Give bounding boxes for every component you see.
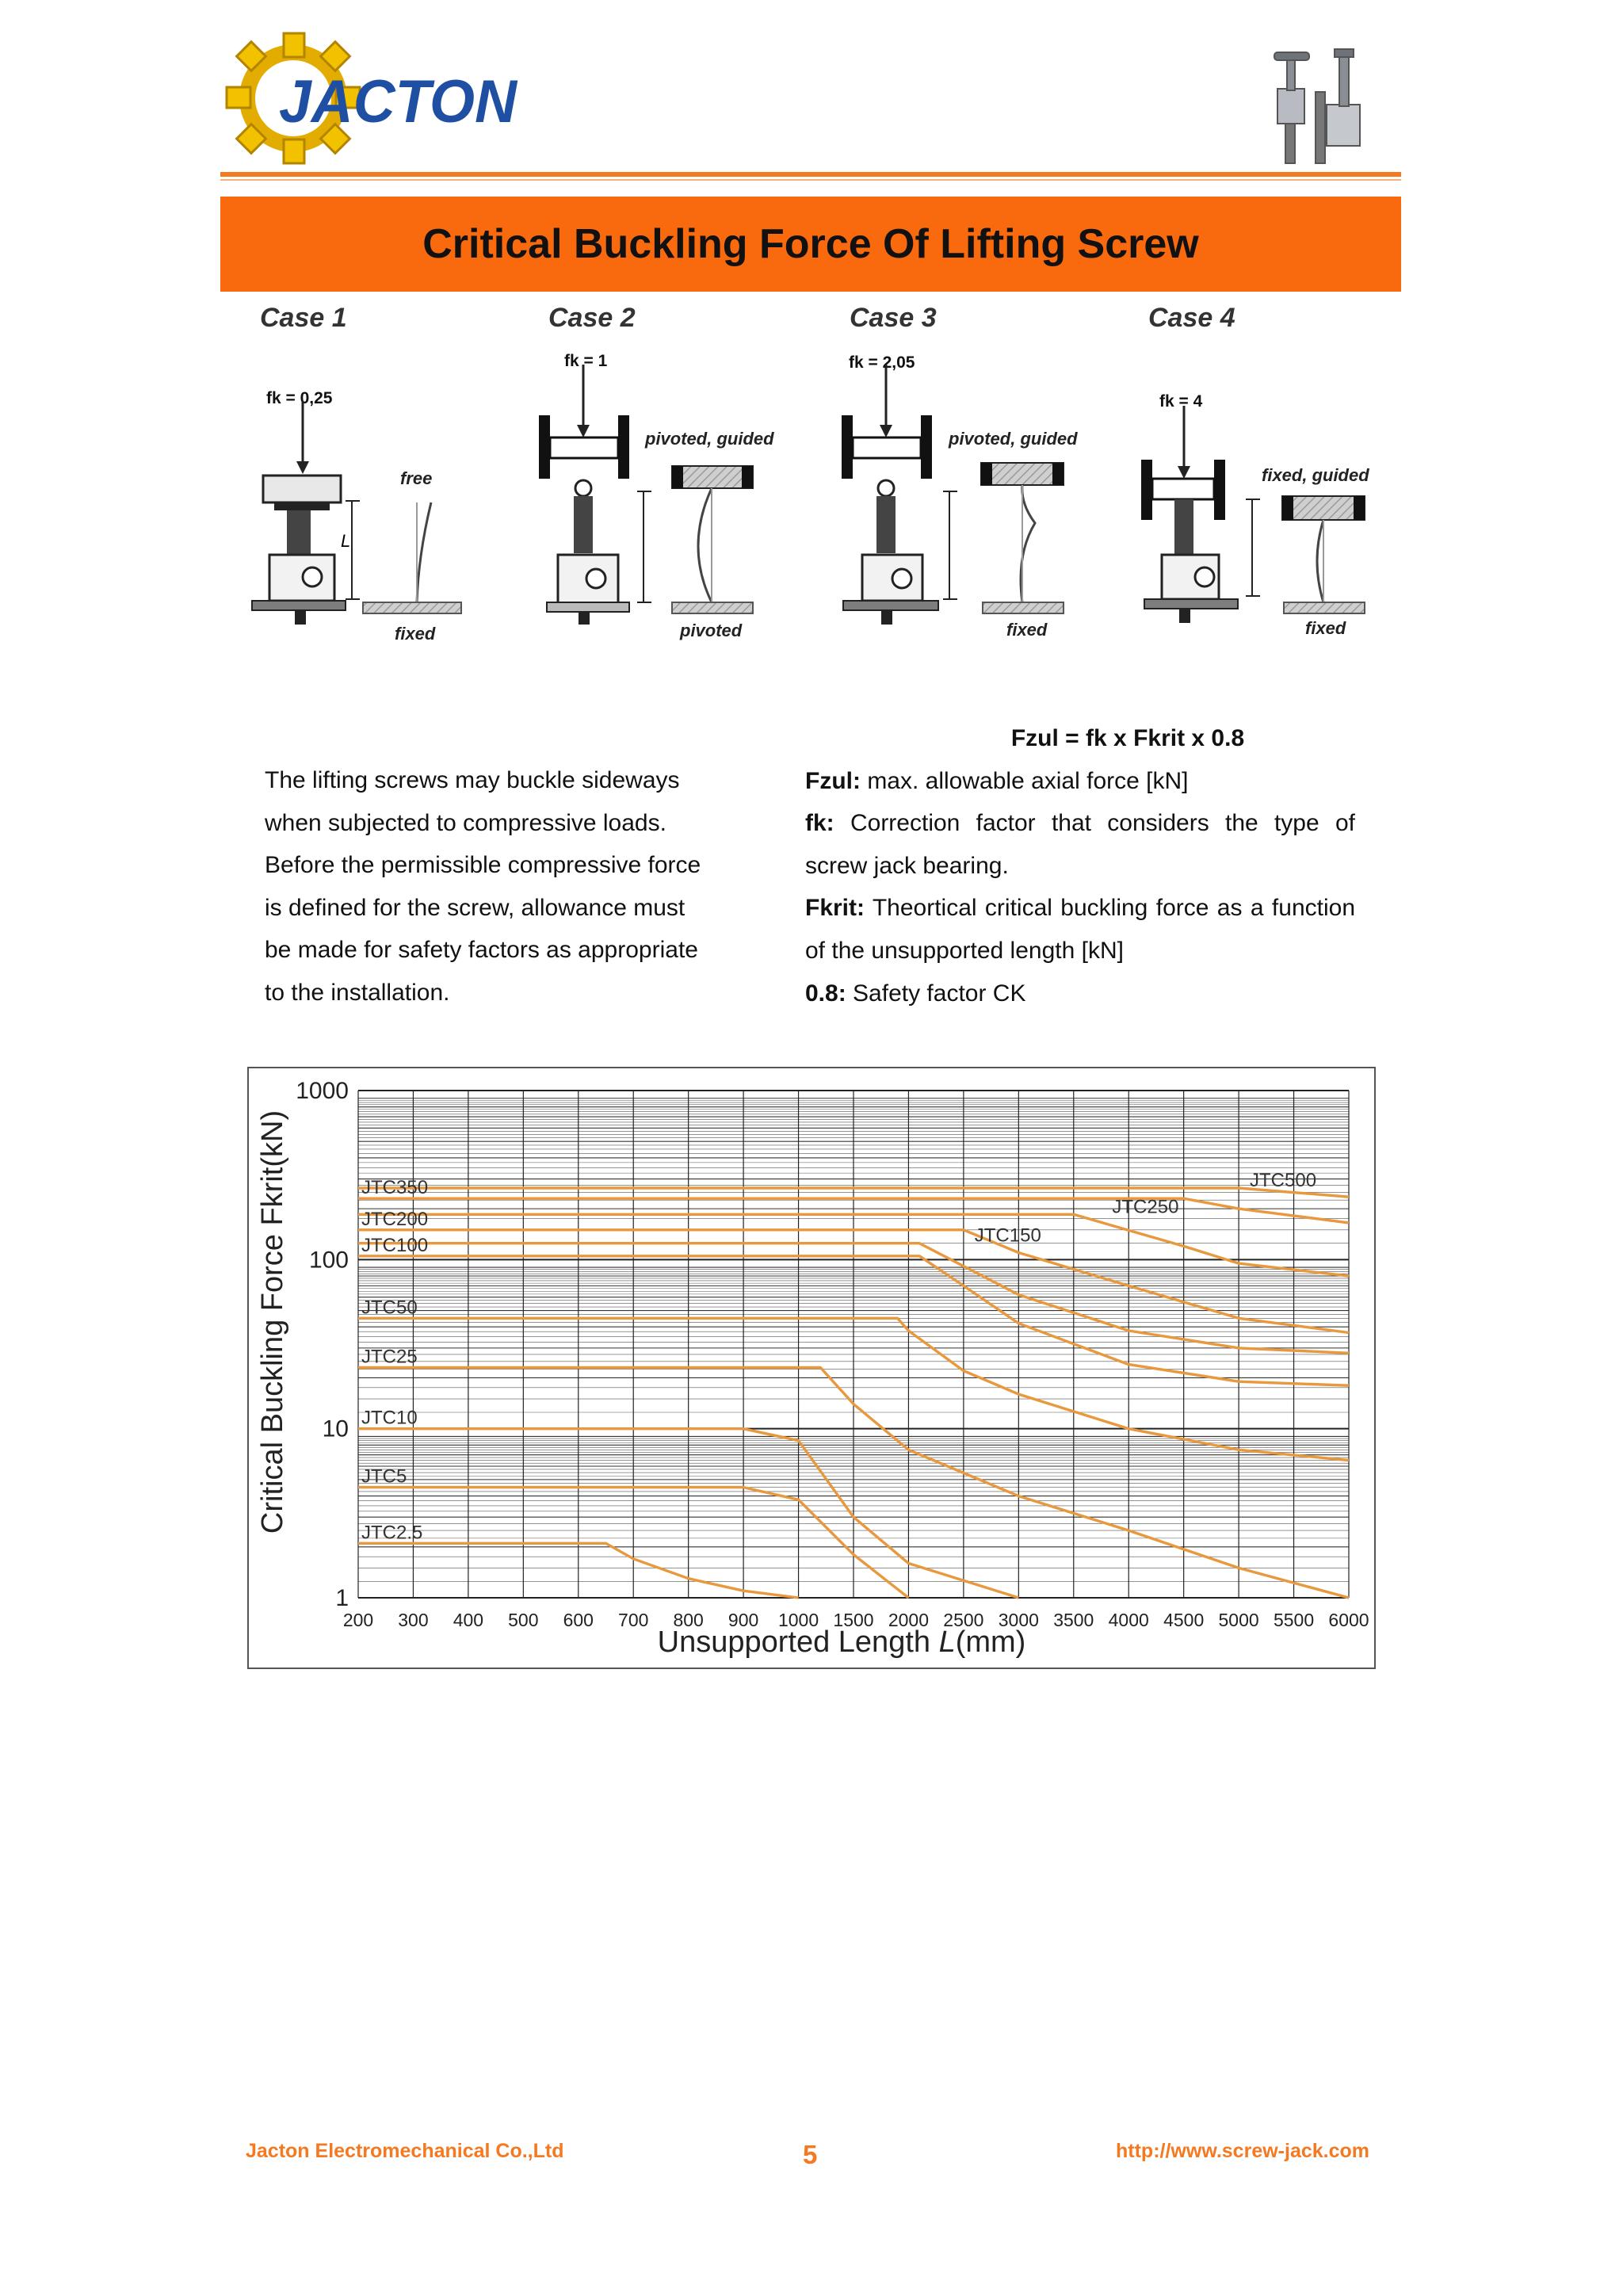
x-tick-label: 3000 <box>998 1610 1039 1630</box>
case-3-top-condition: pivoted, guided <box>949 429 1078 449</box>
page-title: Critical Buckling Force Of Lifting Screw <box>422 221 1199 267</box>
formula-term: 0.8: <box>805 980 846 1007</box>
case-2-drawing <box>539 365 753 625</box>
y-tick-label: 1 <box>335 1585 349 1611</box>
formula-term: Fzul: <box>805 767 861 794</box>
x-tick-label: 400 <box>453 1610 484 1630</box>
case-4-drawing <box>1141 406 1365 623</box>
case-3-drawing <box>842 365 1064 625</box>
header-rule-thin <box>220 179 1401 181</box>
x-tick-label: 300 <box>398 1610 429 1630</box>
formula-block <box>805 717 1355 1014</box>
logo-text: JACTON <box>279 68 519 136</box>
intro-line: The lifting screws may buckle sideways <box>265 767 680 793</box>
footer-url[interactable]: http://www.screw-jack.com <box>1116 2140 1369 2162</box>
y-axis-label: Critical Buckling Force Fkrit(kN) <box>256 1110 289 1534</box>
case-2-bottom-condition: pivoted <box>680 621 743 640</box>
series-label: JTC500 <box>1250 1170 1317 1192</box>
formula-desc: Correction factor that considers the type of screw jack bearing. <box>805 810 1355 879</box>
case-2-title: Case 2 <box>548 303 636 333</box>
case-1-bottom-condition: fixed <box>395 624 436 644</box>
buckling-chart <box>247 1067 1376 1669</box>
formula-desc: max. allowable axial force [kN] <box>860 767 1189 794</box>
case-2-top-condition: pivoted, guided <box>645 429 774 449</box>
formula-item-fk <box>805 802 1355 887</box>
series-label: JTC10 <box>361 1407 418 1429</box>
series-label: JTC200 <box>361 1208 429 1230</box>
y-tick-label: 10 <box>322 1415 349 1442</box>
intro-line: be made for safety factors as appropriate <box>265 937 698 964</box>
screw-jack-product-image <box>1258 44 1393 171</box>
case-1-drawing <box>252 401 461 625</box>
intro-line: to the installation. <box>265 979 450 1006</box>
x-tick-label: 2500 <box>943 1610 984 1630</box>
formula-item-safety <box>805 972 1355 1015</box>
x-tick-label: 700 <box>618 1610 649 1630</box>
series-label: JTC5 <box>361 1465 407 1488</box>
x-tick-label: 600 <box>563 1610 594 1630</box>
x-tick-label: 800 <box>673 1610 704 1630</box>
case-1-fk: fk = 0,25 <box>266 389 333 407</box>
y-tick-label: 1000 <box>296 1078 349 1104</box>
series-label: JTC2.5 <box>361 1522 423 1544</box>
case-4-fk: fk = 4 <box>1159 392 1203 411</box>
formula-desc: Safety factor CK <box>846 980 1026 1007</box>
x-tick-label: 4500 <box>1163 1610 1205 1630</box>
x-tick-label: 5000 <box>1218 1610 1259 1630</box>
x-tick-label: 200 <box>342 1610 374 1630</box>
formula-item-fzul <box>805 760 1355 803</box>
series-label: JTC250 <box>1112 1196 1179 1218</box>
case-1-title: Case 1 <box>260 303 347 333</box>
formula-title: Fzul = fk x Fkrit x 0.8 <box>1010 725 1245 751</box>
x-axis-label: Unsupported Length L(mm) <box>657 1626 1026 1659</box>
case-3-bottom-condition: fixed <box>1006 620 1048 640</box>
formula-desc: Theortical critical buckling force as a function of the unsupported length [kN] <box>805 895 1355 964</box>
buckling-chart-svg <box>249 1068 1374 1668</box>
case-1-length-mark: L <box>341 531 351 551</box>
x-tick-label: 5500 <box>1273 1610 1315 1630</box>
x-tick-label: 2000 <box>888 1610 930 1630</box>
x-tick-label: 1500 <box>833 1610 874 1630</box>
case-2-fk: fk = 1 <box>564 352 608 370</box>
series-label: JTC25 <box>361 1346 418 1368</box>
x-tick-label: 900 <box>727 1610 759 1630</box>
series-label: JTC50 <box>361 1297 418 1319</box>
x-tick-label: 1000 <box>777 1610 819 1630</box>
case-3-title: Case 3 <box>850 303 937 333</box>
series-label: JTC150 <box>974 1224 1041 1247</box>
series-label: JTC100 <box>361 1234 429 1256</box>
series-label: JTC350 <box>361 1177 429 1199</box>
title-bar <box>220 197 1401 292</box>
jacton-logo <box>223 29 525 168</box>
case-4-bottom-condition: fixed <box>1305 618 1346 638</box>
footer-company: Jacton Electromechanical Co.,Ltd <box>246 2140 564 2162</box>
chart-grid <box>358 1091 1349 1598</box>
case-3-fk: fk = 2,05 <box>849 353 915 372</box>
chart-labels <box>296 1078 1369 1630</box>
x-tick-label: 3500 <box>1053 1610 1094 1630</box>
formula-term: Fkrit: <box>805 895 865 922</box>
header-rule <box>220 172 1401 177</box>
case-1-top-condition: free <box>400 468 433 488</box>
intro-line: when subjected to compressive loads. <box>265 809 666 836</box>
intro-paragraph <box>265 759 756 1014</box>
x-tick-label: 500 <box>508 1610 539 1630</box>
intro-line: Before the permissible compressive force <box>265 852 701 879</box>
case-4-title: Case 4 <box>1148 303 1235 333</box>
page-number: 5 <box>803 2140 818 2169</box>
y-tick-label: 100 <box>308 1247 349 1274</box>
intro-line: is defined for the screw, allowance must <box>265 894 685 921</box>
case-4-top-condition: fixed, guided <box>1262 465 1369 485</box>
formula-term: fk: <box>805 810 834 837</box>
formula-item-fkrit <box>805 887 1355 972</box>
x-tick-label: 4000 <box>1108 1610 1149 1630</box>
x-tick-label: 6000 <box>1328 1610 1369 1630</box>
